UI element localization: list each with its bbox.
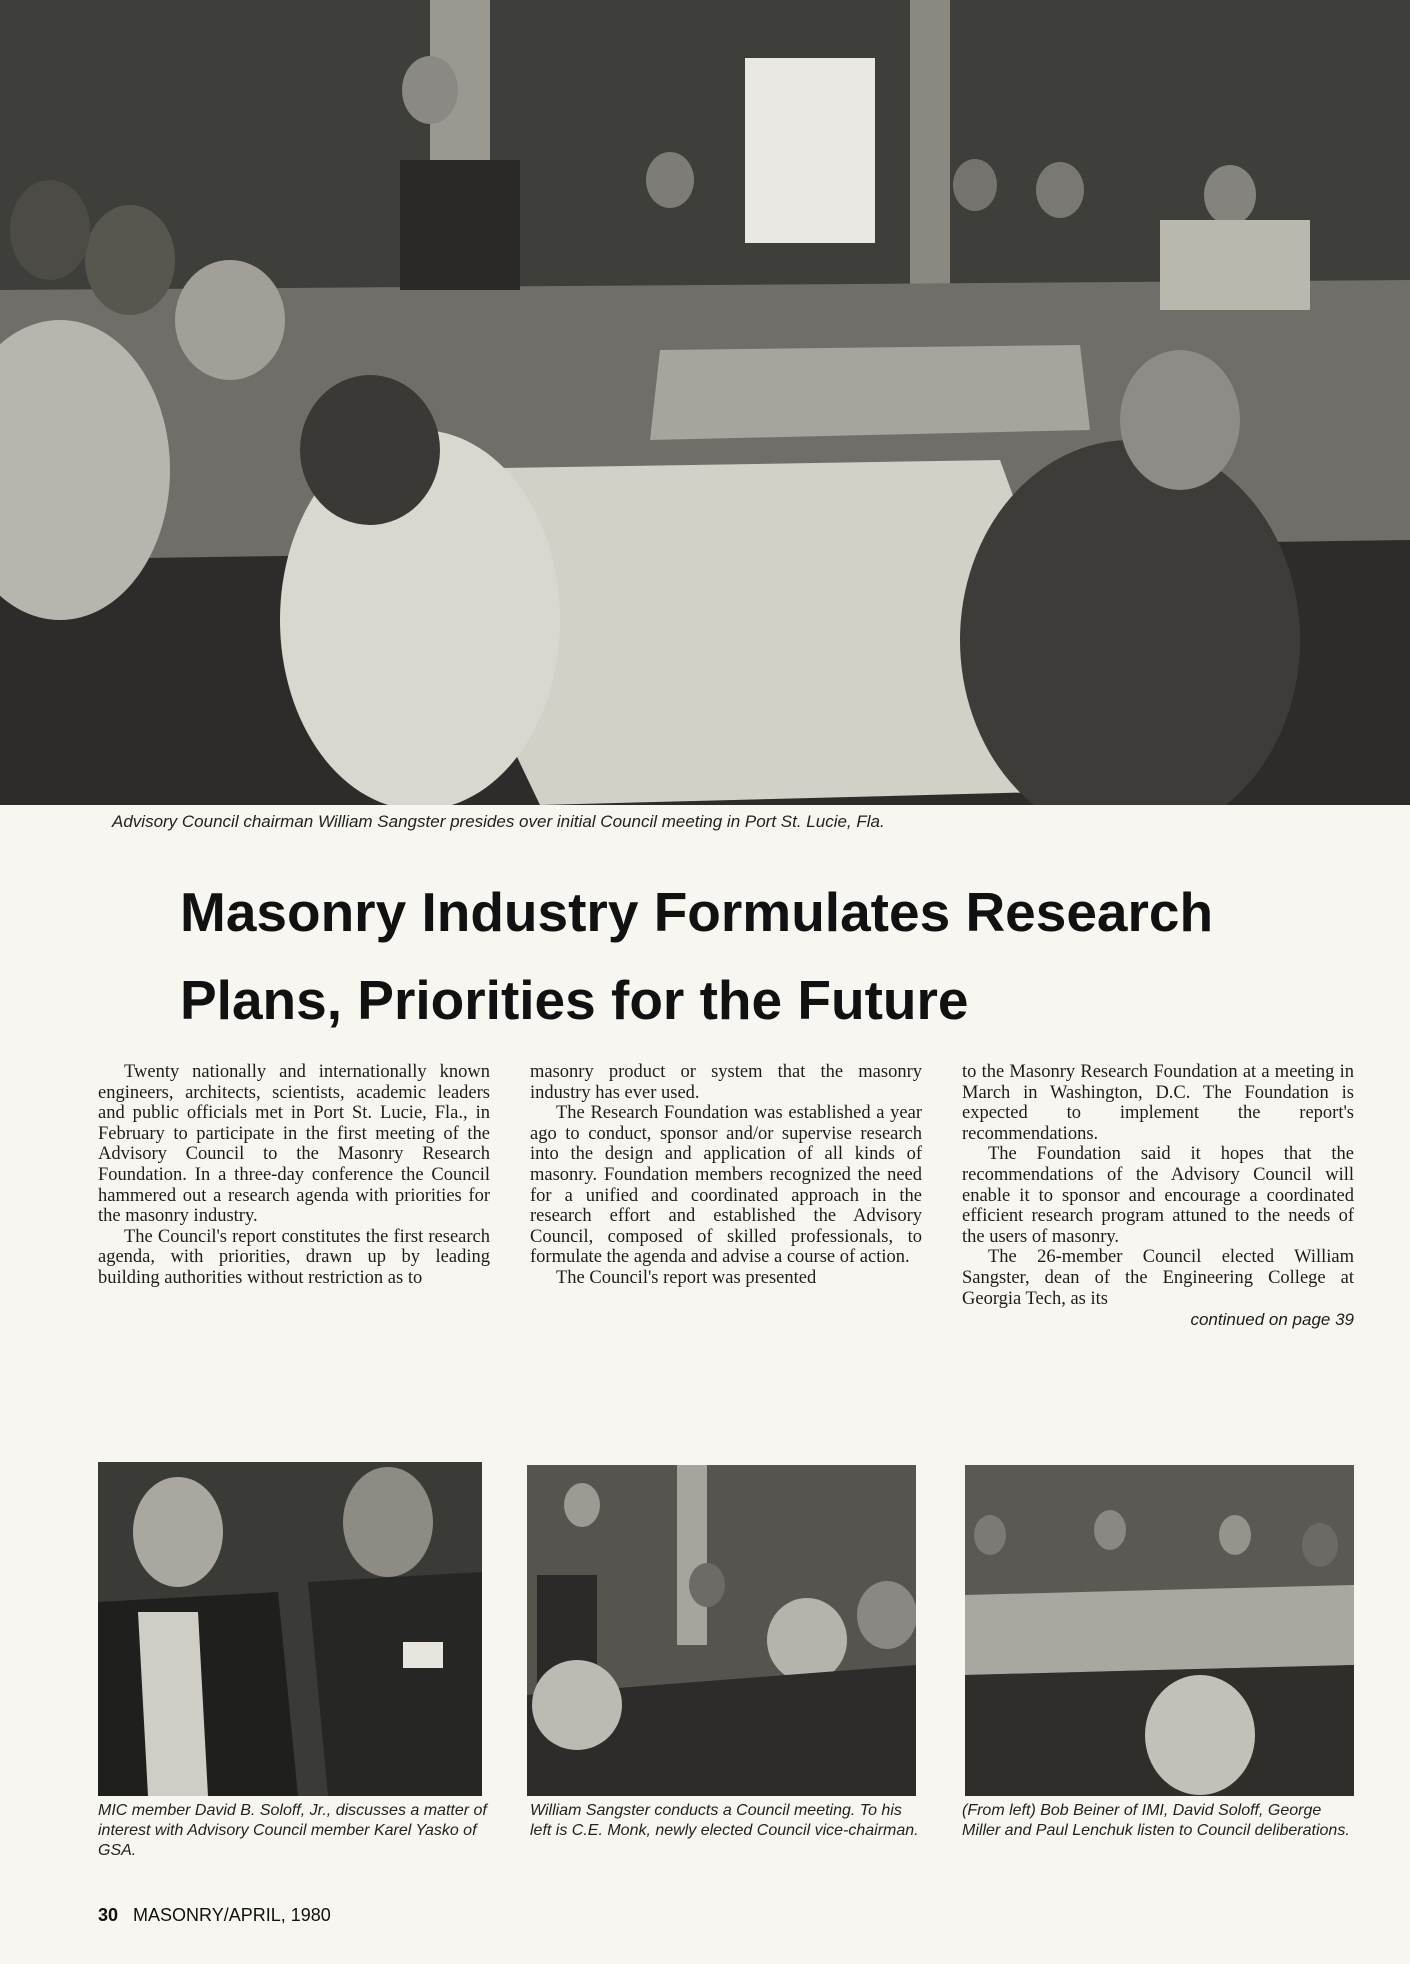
headline-line-1: Masonry Industry Formulates Research bbox=[180, 881, 1214, 943]
article-column-2 bbox=[530, 1062, 922, 1289]
article-column-1 bbox=[98, 1062, 490, 1289]
photo-caption: MIC member David B. Soloff, Jr., discusses a matter of interest with Advisory Council member Karel Yasko of GSA. bbox=[98, 1802, 487, 1859]
headline bbox=[180, 868, 1330, 1044]
publication-line: MASONRY/APRIL, 1980 bbox=[133, 1905, 331, 1925]
headline-line-2: Plans, Priorities for the Future bbox=[180, 969, 969, 1031]
article-paragraph: masonry product or system that the masonry industry has ever used. bbox=[530, 1062, 922, 1103]
article-paragraph: The 26-member Council elected William Sangster, dean of the Engineering College at Georgia Tech, as its bbox=[962, 1247, 1354, 1309]
photo-soloff-yasko bbox=[98, 1462, 482, 1796]
photo-caption: (From left) Bob Beiner of IMI, David Soloff, George Miller and Paul Lenchuk listen to Council deliberations. bbox=[962, 1802, 1350, 1839]
article-paragraph: The Research Foundation was established a year ago to conduct, sponsor and/or supervise research into the design and application of all kinds of masonry. Foundation members recognized the need for a unified and coordinated approach in the research effort and established the Advisory Council, composed of skilled professionals, to formulate the agenda and advise a course of action. bbox=[530, 1103, 922, 1268]
photo-caption: William Sangster conducts a Council meeting. To his left is C.E. Monk, newly elected Council vice-chairman. bbox=[530, 1802, 919, 1839]
hero-photo bbox=[0, 0, 1410, 805]
page-number: 30 bbox=[98, 1905, 119, 1925]
article-paragraph: The Council's report constitutes the first research agenda, with priorities, drawn up by leading building authorities without restriction as to bbox=[98, 1226, 490, 1288]
page-footer bbox=[98, 1905, 331, 1926]
article-paragraph: to the Masonry Research Foundation at a meeting in March in Washington, D.C. The Foundation is expected to implement the report's recommendations. bbox=[962, 1062, 1354, 1144]
hero-photo-illustration bbox=[0, 0, 1410, 805]
article-paragraph: The Foundation said it hopes that the recommendations of the Advisory Council will enable it to sponsor and encourage a coordinated efficient research program attuned to the needs of the users of masonry. bbox=[962, 1144, 1354, 1247]
article-paragraph: The Council's report was presented bbox=[556, 1267, 817, 1288]
continued-note: continued on page 39 bbox=[1190, 1310, 1354, 1330]
photo-sangster-monk bbox=[527, 1465, 916, 1796]
article-paragraph: Twenty nationally and internationally known engineers, architects, scientists, academic leaders and public officials met in Port St. Lucie, Fla., in February to participate in the first meeting of the Advisory Council to the Masonry Research Foundation. In a three-day conference the Council hammered out a research agenda with priorities for the masonry industry. bbox=[98, 1062, 490, 1227]
hero-caption: Advisory Council chairman William Sangster presides over initial Council meeting in Port St. Lucie, Fla. bbox=[112, 812, 885, 831]
photo-council-members bbox=[965, 1465, 1354, 1796]
article-column-3 bbox=[962, 1062, 1354, 1331]
